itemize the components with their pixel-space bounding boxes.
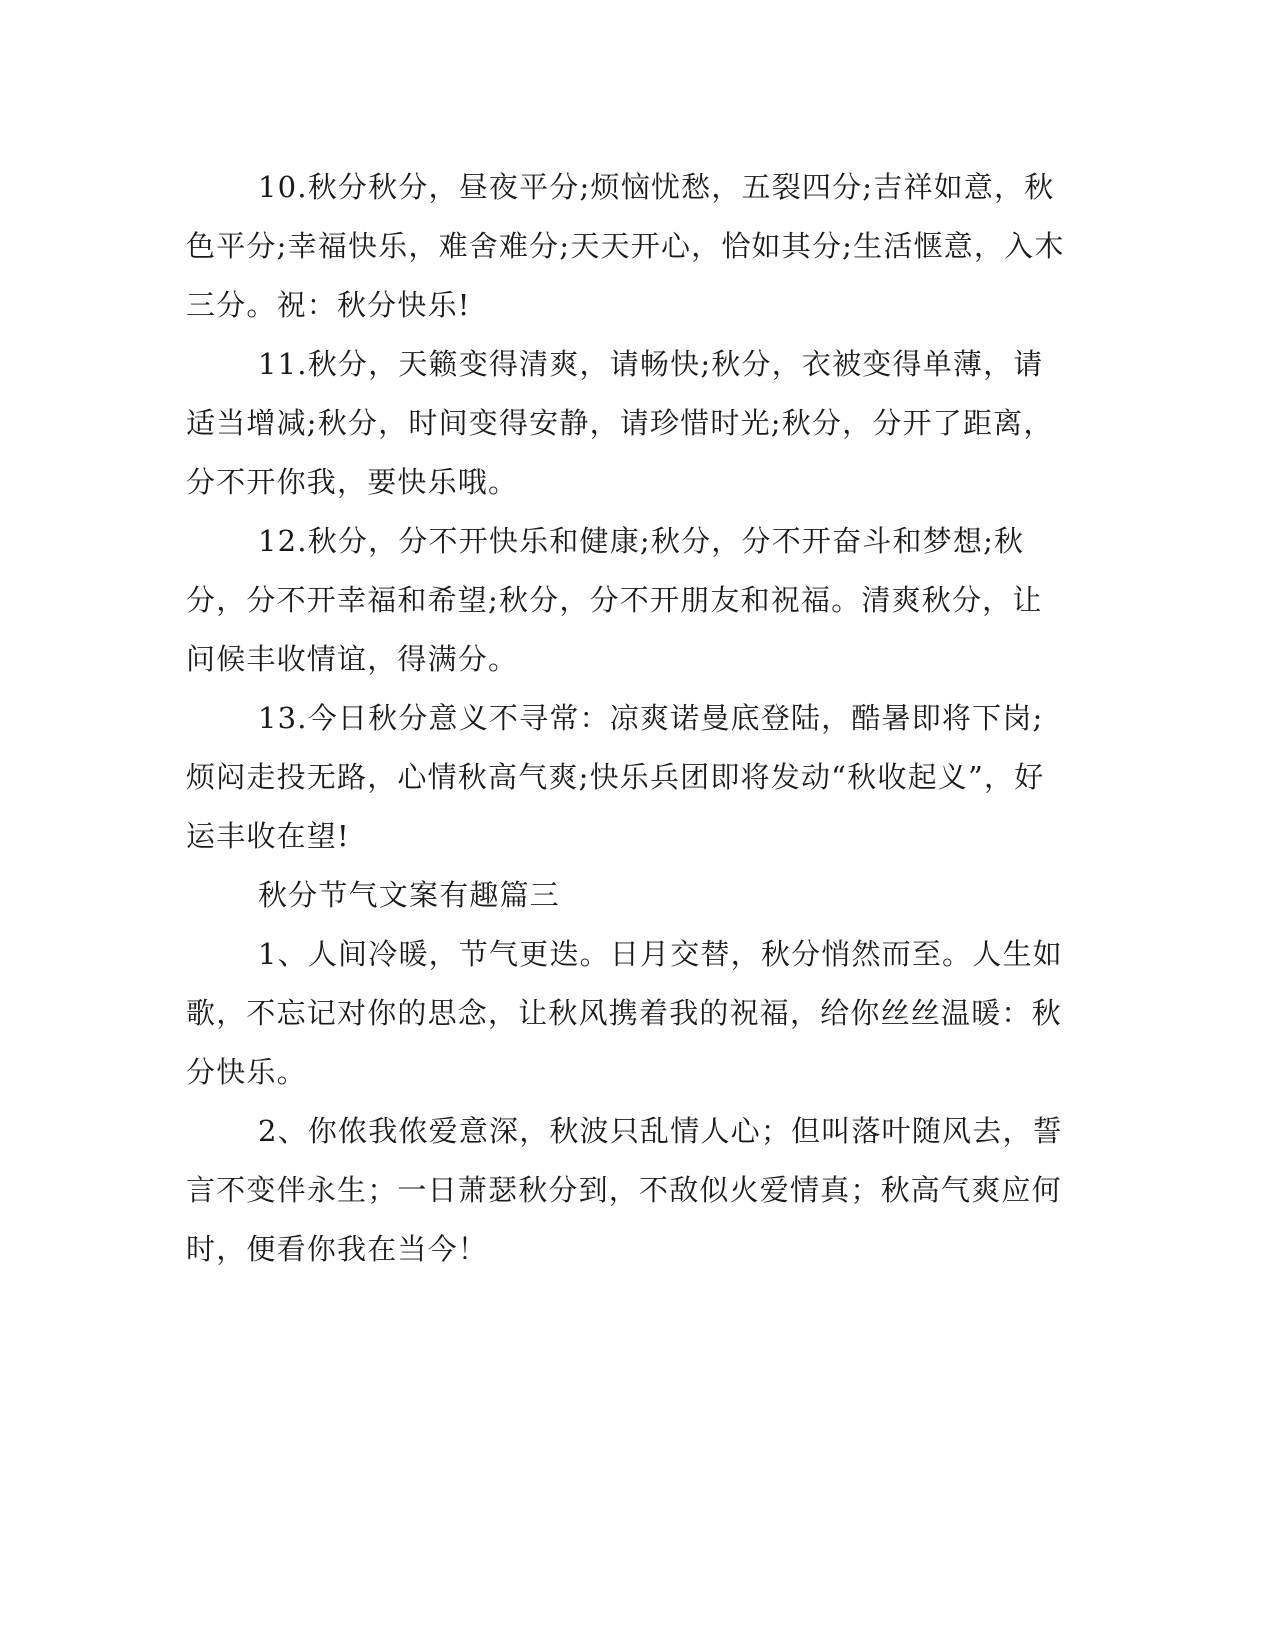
section-paragraph-1: 1、人间冷暖，节气更迭。日月交替，秋分悄然而至。人生如歌，不忘记对你的思念，让秋风携着我的祝福，给你丝丝温暖：秋分快乐。: [186, 937, 1063, 1089]
section-paragraph-2: 2、你侬我侬爱意深，秋波只乱情人心；但叫落叶随风去，誓言不变伴永生；一日萧瑟秋分到，不敌似火爱情真；秋高气爽应何时，便看你我在当今！: [186, 1114, 1063, 1266]
document-body: [186, 158, 1070, 1279]
paragraph-11: 11.秋分，天籁变得清爽，请畅快;秋分，衣被变得单薄，请适当增减;秋分，时间变得安静，请珍惜时光;秋分，分开了距离，分不开你我，要快乐哦。: [186, 347, 1054, 499]
paragraph-12: 12.秋分，分不开快乐和健康;秋分，分不开奋斗和梦想;秋分，分不开幸福和希望;秋分，分不开朋友和祝福。清爽秋分，让问候丰收情谊，得满分。: [186, 524, 1043, 676]
paragraph-13: 13.今日秋分意义不寻常：凉爽诺曼底登陆，酷暑即将下岗;烦闷走投无路，心情秋高气爽;快乐兵团即将发动“秋收起义”，好运丰收在望!: [186, 701, 1045, 853]
section-heading: 秋分节气文案有趣篇三: [258, 878, 561, 912]
paragraph-10: 10.秋分秋分，昼夜平分;烦恼忧愁，五裂四分;吉祥如意，秋色平分;幸福快乐，难舍难分;天天开心，恰如其分;生活惬意，入木三分。祝：秋分快乐!: [186, 170, 1065, 322]
